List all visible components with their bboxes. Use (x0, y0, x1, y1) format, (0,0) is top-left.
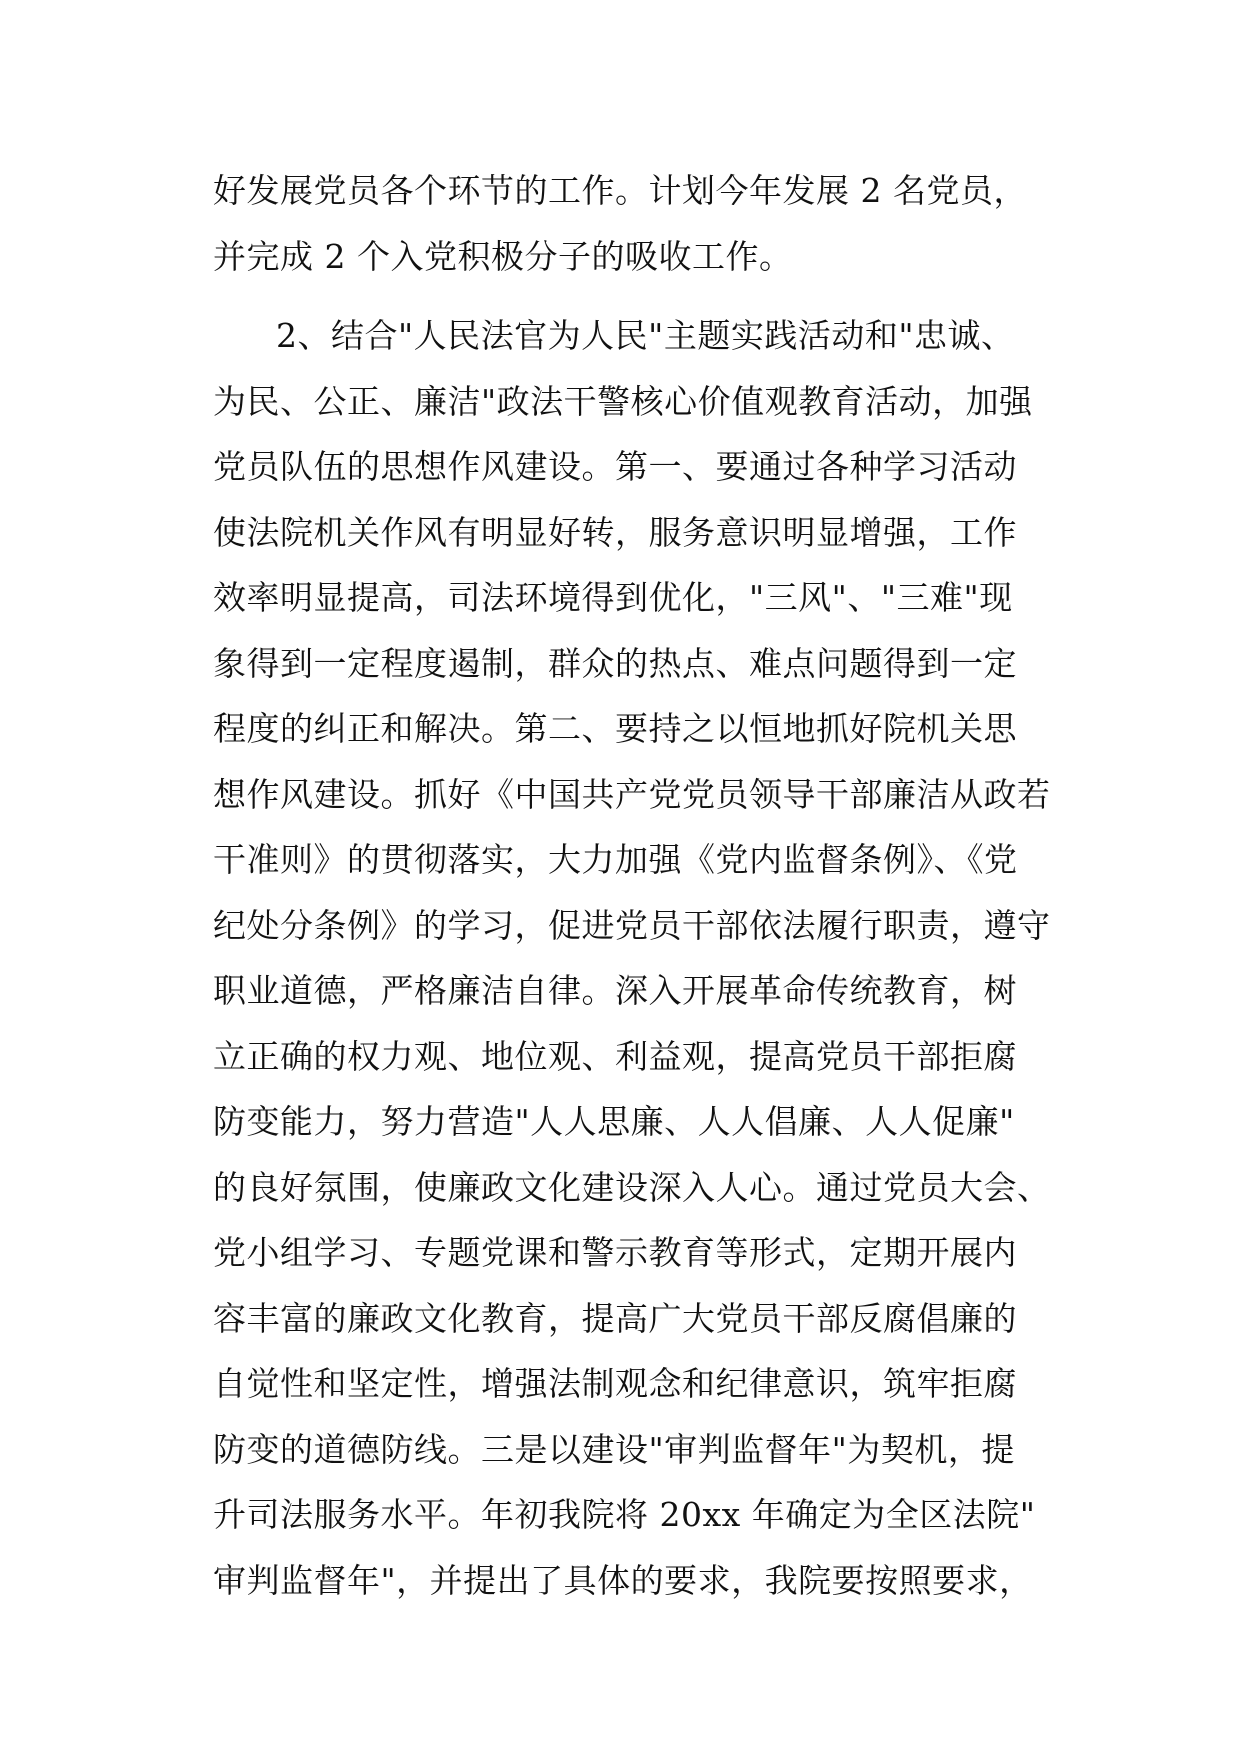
text-line: 防变的道德防线。三是以建设"审判监督年"为契机，提 (213, 1429, 1015, 1469)
text-line: 升司法服务水平。年初我院将 20xx 年确定为全区法院" (213, 1495, 1036, 1534)
text-line: 效率明显提高，司法环境得到优化，"三风"、"三难"现 (213, 578, 1013, 617)
text-line: 好发展党员各个环节的工作。计划今年发展 2 名党员， (213, 171, 1027, 210)
text-line: 职业道德，严格廉洁自律。深入开展革命传统教育，树 (213, 971, 1017, 1010)
text-line: 审判监督年"，并提出了具体的要求，我院要按照要求， (213, 1560, 1033, 1600)
body-text (213, 158, 1073, 1613)
text-line: 象得到一定程度遏制，群众的热点、难点问题得到一定 (213, 643, 1017, 683)
text-line: 纪处分条例》的学习，促进党员干部依法履行职责，遵守 (213, 905, 1051, 945)
text-line: 防变能力，努力营造"人人思廉、人人倡廉、人人促廉" (213, 1102, 1015, 1141)
text-line: 并完成 2 个入党积极分子的吸收工作。 (213, 236, 793, 276)
text-line: 容丰富的廉政文化教育，提高广大党员干部反腐倡廉的 (213, 1298, 1017, 1338)
text-line: 为民、公正、廉洁"政法干警核心价值观教育活动，加强 (213, 381, 1033, 421)
text-line: 想作风建设。抓好《中国共产党党员领导干部廉洁从政若 (213, 774, 1051, 814)
text-line: 党员队伍的思想作风建设。第一、要通过各种学习活动 (213, 447, 1017, 486)
paragraph-1 (213, 158, 1073, 289)
text-line: 立正确的权力观、地位观、利益观，提高党员干部拒腐 (213, 1036, 1017, 1076)
text-line: 干准则》的贯彻落实，大力加强《党内监督条例》、《党 (213, 840, 1018, 879)
paragraph-spacer (213, 289, 1073, 303)
text-line: 使法院机关作风有明显好转，服务意识明显增强，工作 (213, 512, 1017, 552)
text-line: 程度的纠正和解决。第二、要持之以恒地抓好院机关思 (213, 709, 1017, 748)
text-line: 的良好氛围，使廉政文化建设深入人心。通过党员大会、 (213, 1167, 1051, 1207)
paragraph-2 (213, 303, 1073, 1613)
text-line: 2、结合"人民法官为人民"主题实践活动和"忠诚、 (276, 316, 1015, 355)
text-line: 自觉性和坚定性，增强法制观念和纪律意识，筑牢拒腐 (213, 1364, 1017, 1403)
text-line: 党小组学习、专题党课和警示教育等形式，定期开展内 (213, 1233, 1017, 1272)
